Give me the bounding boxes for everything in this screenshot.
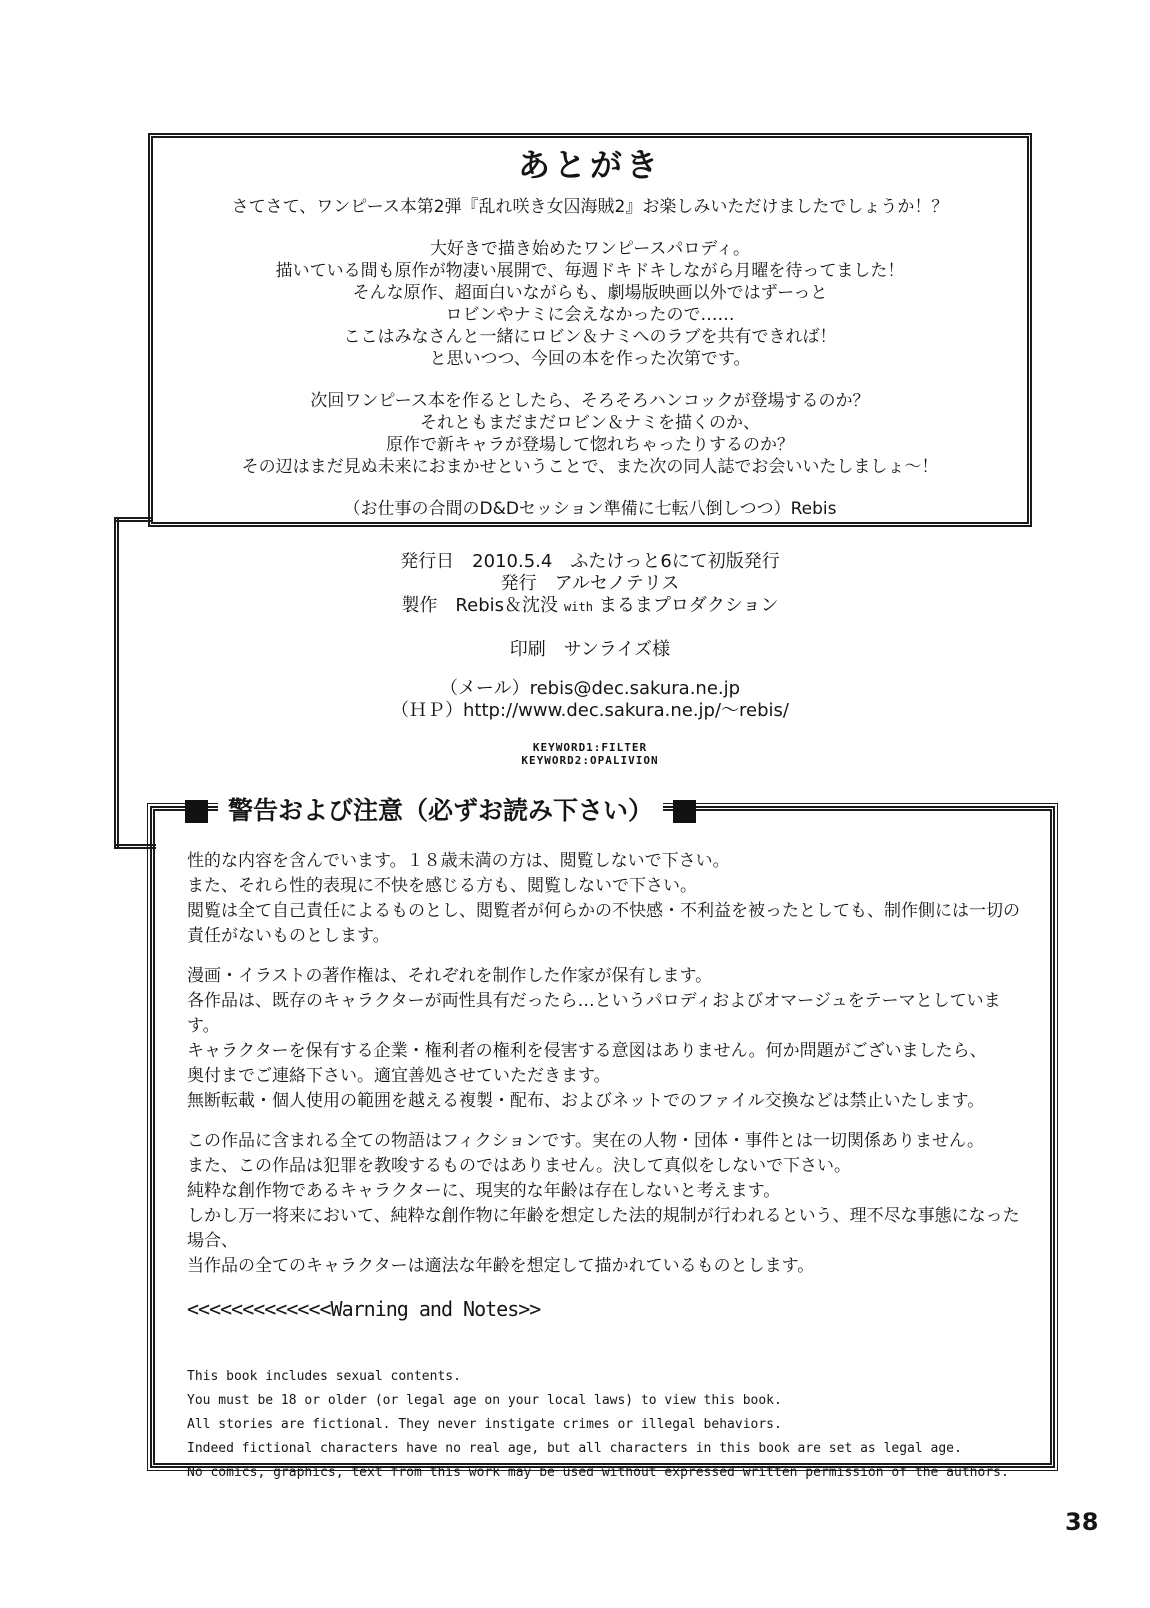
text-line: 性的な内容を含んでいます。１８歳未満の方は、閲覧しないで下さい。 [187,851,730,871]
black-square-icon [185,800,208,823]
colophon-keyword1: KEYWORD1:FILTER [532,741,648,754]
text-line: Indeed fictional characters have no real age, but all characters in this book are set as legal age. [187,1441,962,1456]
text-line: そんな原作、超面白いながらも、劇場版映画以外ではずーっと [352,283,828,303]
text-line: この作品に含まれる全ての物語はフィクションです。実在の人物・団体・事件とは一切関係ありません。 [187,1131,984,1151]
text-line: All stories are fictional. They never instigate crimes or illegal behaviors. [187,1417,782,1432]
text-line: 責任がないものとします。 [187,926,390,946]
warning-paragraph-jp-1 [187,849,1024,949]
text-line: また、それら性的表現に不快を感じる方も、閲覧しないで下さい。 [187,876,697,896]
colophon-publish-date: 発行日 2010.5.4 ふたけっと6にて初版発行 [400,551,780,572]
colophon-keyword2: KEYWORD2:OPALIVION [521,754,659,767]
afterword-section [148,133,1032,527]
text-line: その辺はまだ見ぬ未来におまかせということで、また次の同人誌でお会いいたしましょ～！ [241,457,939,477]
colophon-printer: 印刷 サンライズ様 [509,639,671,660]
text-line: You must be 18 or older (or legal age on your local laws) to view this book. [187,1393,782,1408]
warning-paragraph-jp-2 [187,964,1024,1114]
colophon-production [30,595,1150,618]
text-line: No comics, graphics, text from this work may be used without expressed written permission of the authors. [187,1465,1009,1480]
text-line: ロビンやナミに会えなかったので…… [445,305,735,325]
colophon-section [30,545,1150,767]
afterword-paragraph-1 [153,238,1027,370]
text-line: 無断転載・個人使用の範囲を越える複製・配布、およびネットでのファイル交換などは禁止いたします。 [187,1091,985,1111]
warning-en-header: <<<<<<<<<<<<<Warning and Notes>> [187,1297,541,1321]
text-line: 閲覧は全て自己責任によるものとし、閲覧者が何らかの不快感・不利益を被ったとしても、制作側には一切の [187,901,1020,921]
text-line: 大好きで描き始めたワンピースパロディ。 [429,239,751,259]
colophon-production-left: 製作 Rebis＆沈没 [401,595,559,616]
afterword-credit-line: （お仕事の合間のD&Dセッション準備に七転八倒しつつ）Rebis [343,499,837,519]
text-line: 漫画・イラストの著作権は、それぞれを制作した作家が保有します。 [187,966,713,986]
colophon-production-with: with [564,600,593,614]
afterword-intro-line: さてさて、ワンピース本第2弾『乱れ咲き女囚海賊2』お楽しみいただけましたでしょうか！？ [231,197,949,217]
text-line: 純粋な創作物であるキャラクターに、現実的な年齢は存在しないと考えます。 [187,1181,781,1201]
warning-header [185,794,696,828]
black-square-icon [673,800,696,823]
colophon-production-right: まるまプロダクション [598,595,779,616]
text-line: This book includes sexual contents. [187,1369,461,1384]
text-line: しかし万一将来において、純粋な創作物に年齢を想定した法的規制が行われるという、理不尽な事態になった場合、 [187,1206,1020,1251]
text-line: また、この作品は犯罪を教唆するものではありません。決して真似をしないで下さい。 [187,1156,852,1176]
page-number: 38 [1065,1508,1099,1536]
text-line: ここはみなさんと一緒にロビン＆ナミへのラブを共有できれば！ [343,327,837,347]
afterword-title: あとがき [517,146,662,184]
text-line: キャラクターを保有する企業・権利者の権利を侵害する意図はありません。何か問題がございましたら、 [187,1041,987,1061]
colophon-email: （メール）rebis@dec.sakura.ne.jp [439,678,741,699]
warning-paragraph-jp-3 [187,1129,1024,1279]
text-line: 次回ワンピース本を作るとしたら、そろそろハンコックが登場するのか？ [310,391,870,411]
text-line: と思いつつ、今回の本を作った次第です。 [429,349,751,369]
text-line: 奥付までご連絡下さい。適宜善処させていただきます。 [187,1066,611,1086]
warning-section [150,796,1055,1480]
warning-body [155,811,1050,1485]
text-line: それともまだまだロビン＆ナミを描くのか、 [420,413,760,433]
colophon-website: （ＨＰ）http://www.dec.sakura.ne.jp/～rebis/ [391,700,789,721]
colophon-publisher: 発行 アルセノテリス [500,573,680,594]
warning-en-lines [187,1365,1024,1485]
frame-connector-line-top [114,517,151,522]
text-line: 当作品の全てのキャラクターは適法な年齢を想定して描かれているものとします。 [187,1256,815,1276]
text-line: 原作で新キャラが登場して惚れちゃったりするのか？ [386,435,794,455]
afterword-paragraph-2 [153,390,1027,478]
text-line: 描いている間も原作が物凄い展開で、毎週ドキドキしながら月曜を待ってました！ [275,261,905,281]
text-line: 各作品は、既存のキャラクターが両性具有だったら…というパロディおよびオマージュをテーマとしています。 [187,991,1001,1036]
warning-title: 警告および注意（必ずお読み下さい） [218,794,663,828]
